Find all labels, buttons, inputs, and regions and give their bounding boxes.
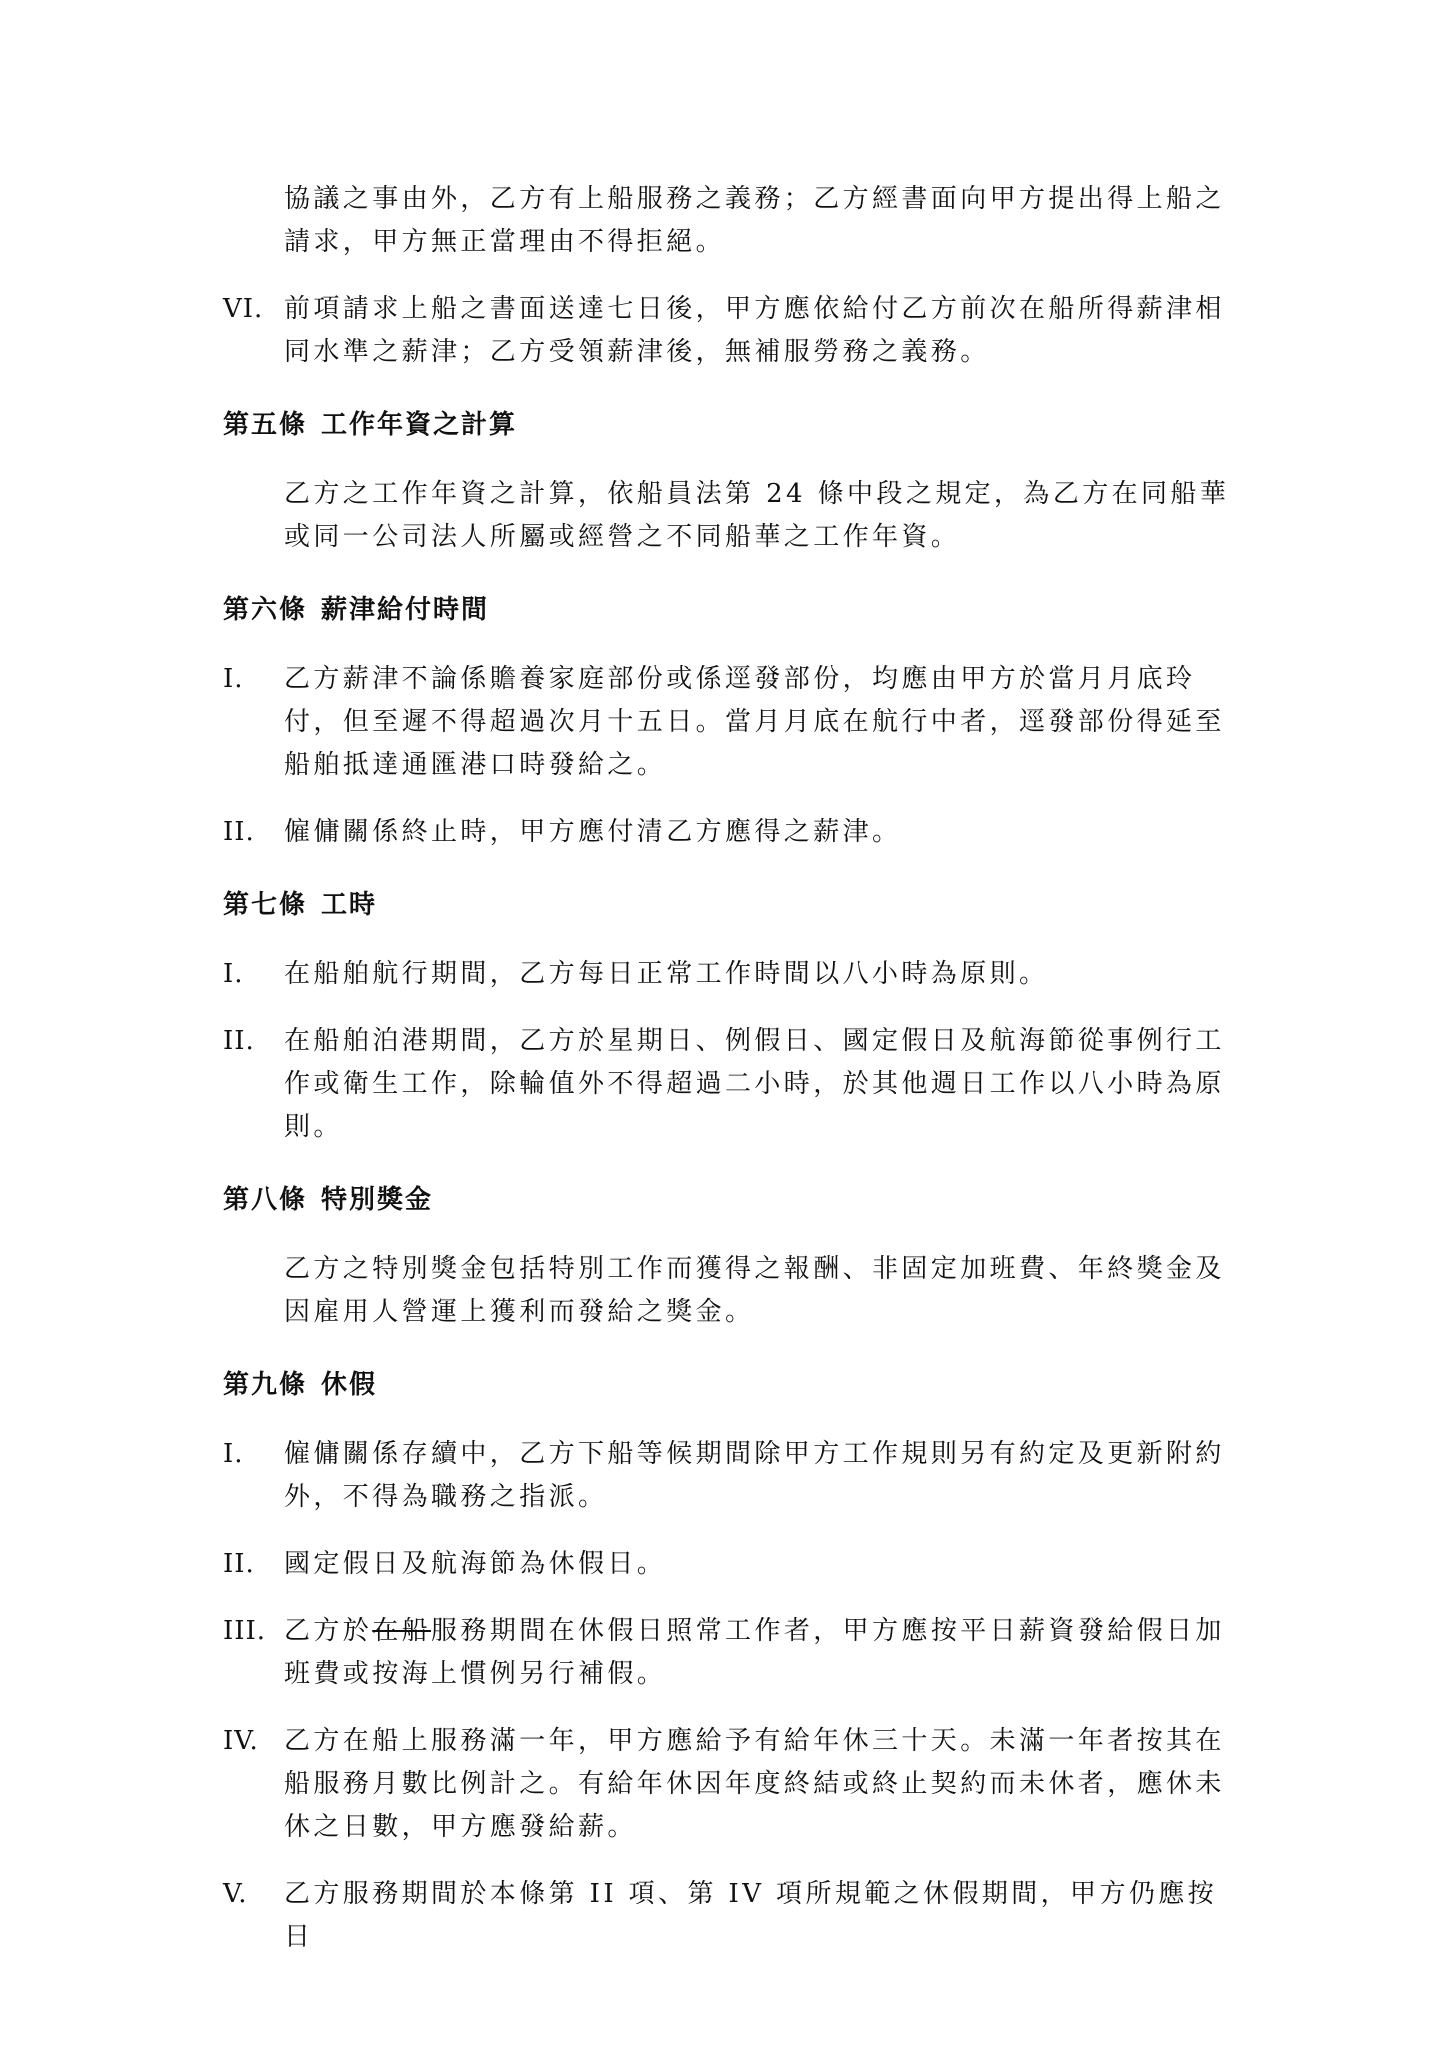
article-number: 第七條: [223, 890, 308, 920]
document-body: [223, 178, 1238, 1959]
article-heading: [223, 404, 1238, 447]
list-item: [223, 288, 1238, 374]
item-text: 僱傭關係終止時，甲方應付清乙方應得之薪津。: [284, 817, 902, 847]
item-number: I.: [223, 959, 244, 989]
article-body: 乙方之特別獎金包括特別工作而獲得之報酬、非固定加班費、年終獎金及因雇用人營運上獲利而發給之獎金。: [284, 1254, 1225, 1327]
item-number: II.: [223, 817, 255, 847]
item-text: [284, 1616, 1225, 1689]
item-number: I.: [223, 1439, 244, 1469]
item-text: 乙方薪津不論係贍養家庭部份或係逕發部份，均應由甲方於當月月底玲付，但至遲不得超過次月十五日。當月月底在航行中者，逕發部份得延至船舶抵達通匯港口時發給之。: [284, 664, 1225, 780]
item-number: II.: [223, 1549, 255, 1579]
item-text: 前項請求上船之書面送達七日後，甲方應依給付乙方前次在船所得薪津相同水準之薪津；乙方受領薪津後，無補服勞務之義務。: [284, 294, 1225, 367]
article-title: 薪津給付時間: [321, 595, 490, 625]
article-number: 第五條: [223, 410, 308, 440]
item-text: 在船舶航行期間，乙方每日正常工作時間以八小時為原則。: [284, 959, 1049, 989]
item-text: 乙方在船上服務滿一年，甲方應給予有給年休三十天。未滿一年者按其在船服務月數比例計之。有給年休因年度終結或終止契約而未休者，應休未休之日數，甲方應發給薪。: [284, 1726, 1225, 1842]
list-item: [223, 1433, 1238, 1519]
article-body: 乙方之工作年資之計算，依船員法第 24 條中段之規定，為乙方在同船華或同一公司法人所屬或經營之不同船華之工作年資。: [284, 479, 1230, 552]
struck-text: 在船: [372, 1616, 432, 1646]
list-item: [223, 1610, 1238, 1696]
item-text: 僱傭關係存續中，乙方下船等候期間除甲方工作規則另有約定及更新附約外，不得為職務之指派。: [284, 1439, 1225, 1512]
item-text: 在船舶泊港期間，乙方於星期日、例假日、國定假日及航海節從事例行工作或衛生工作，除輪值外不得超過二小時，於其他週日工作以八小時為原則。: [284, 1026, 1225, 1142]
item-number: III.: [223, 1616, 267, 1646]
article-heading: [223, 1364, 1238, 1407]
list-item: [223, 1720, 1238, 1849]
list-item: [223, 1020, 1238, 1149]
article-title: 特別獎金: [321, 1185, 434, 1215]
item-text-post: 服務期間在休假日照常工作者，甲方應按平日薪資發給假日加班費或按海上慣例另行補假。: [284, 1616, 1225, 1689]
item-text: 國定假日及航海節為休假日。: [284, 1549, 667, 1579]
article-number: 第六條: [223, 595, 308, 625]
list-item: [223, 811, 1238, 854]
paragraph-continuation: 協議之事由外，乙方有上船服務之義務；乙方經書面向甲方提出得上船之請求，甲方無正當理由不得拒絕。: [284, 184, 1225, 257]
item-text-pre: 乙方於: [284, 1616, 373, 1646]
article-title: 工時: [321, 890, 378, 920]
item-number: IV.: [223, 1726, 259, 1756]
item-number: V.: [223, 1879, 248, 1909]
item-number: I.: [223, 664, 244, 694]
list-item: [223, 953, 1238, 996]
item-text: 乙方服務期間於本條第 II 項、第 IV 項所規範之休假期間，甲方仍應按日: [284, 1879, 1218, 1952]
list-item: [223, 658, 1238, 787]
article-heading: [223, 884, 1238, 927]
list-item: [223, 1873, 1238, 1959]
item-number: VI.: [223, 294, 264, 324]
list-item: [223, 1543, 1238, 1586]
article-heading: [223, 1179, 1238, 1222]
item-number: II.: [223, 1026, 255, 1056]
article-heading: [223, 589, 1238, 632]
article-title: 工作年資之計算: [321, 410, 518, 440]
article-number: 第八條: [223, 1185, 308, 1215]
article-number: 第九條: [223, 1370, 308, 1400]
article-title: 休假: [321, 1370, 378, 1400]
